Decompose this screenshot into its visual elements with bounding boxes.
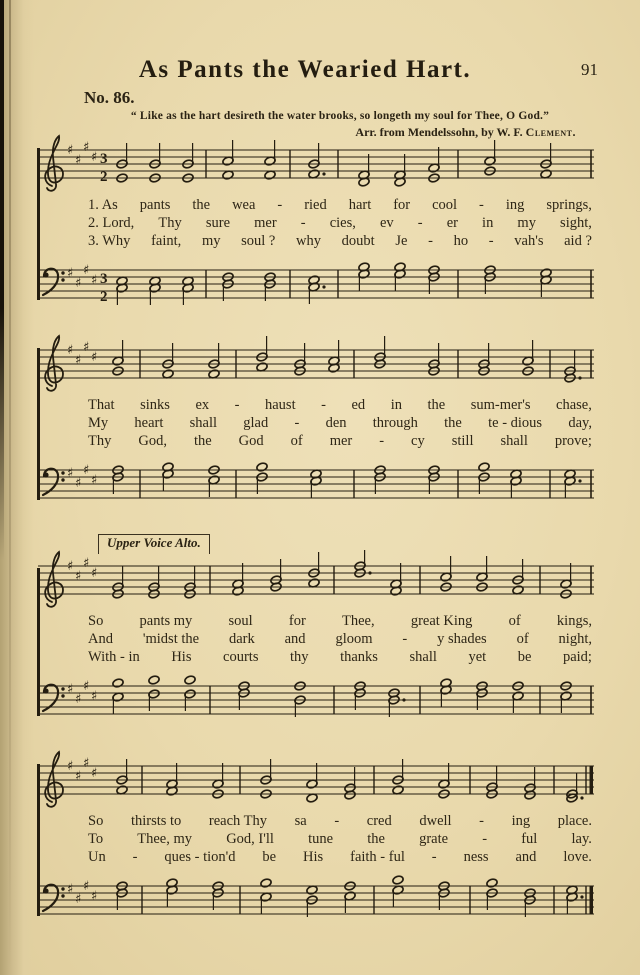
syllable: -	[428, 233, 433, 249]
syllable: soul	[228, 613, 253, 629]
page-title: As Pants the Wearied Hart.	[138, 56, 472, 83]
syllable: ex	[195, 397, 210, 413]
syllable: mer	[329, 433, 353, 449]
svg-text:♯: ♯	[91, 689, 98, 704]
syllable: love.	[563, 849, 592, 865]
syllable: den	[325, 415, 347, 431]
syllable: shall	[189, 415, 218, 431]
syllable: sinks	[140, 397, 170, 413]
system-brace	[37, 764, 40, 916]
syllable: of	[290, 433, 303, 449]
syllable: chase,	[556, 397, 592, 413]
syllable: y shades	[437, 631, 487, 647]
syllable: So	[88, 613, 104, 629]
system-1	[38, 134, 596, 314]
hymn-number: No. 86.	[84, 88, 135, 107]
syllable: ried	[304, 197, 327, 213]
syllable: With - in	[88, 649, 140, 665]
syllable: cool	[432, 197, 458, 213]
syllable: kings,	[556, 613, 592, 629]
syllable: grate	[419, 831, 449, 847]
syllable: Thee, my	[137, 831, 193, 847]
lyric-line	[88, 396, 592, 414]
syllable: yet	[468, 649, 487, 665]
lyric-line	[88, 630, 592, 648]
svg-text:♯: ♯	[75, 569, 82, 584]
page-crease	[9, 0, 11, 975]
treble-staff-2	[38, 334, 596, 394]
syllable: -	[431, 849, 437, 865]
syllable: in	[390, 397, 402, 413]
svg-text:♯: ♯	[75, 353, 82, 368]
syllable: in	[482, 215, 494, 231]
svg-text:♯: ♯	[67, 882, 74, 897]
syllable: His	[171, 649, 192, 665]
svg-text:♯: ♯	[75, 769, 82, 784]
syllable: cred	[366, 813, 392, 829]
syllable: shall	[409, 649, 437, 665]
syllable: ing	[505, 197, 525, 213]
svg-text:♯: ♯	[83, 263, 90, 278]
svg-text:♯: ♯	[67, 759, 74, 774]
syllable: for	[393, 197, 411, 213]
lyric-line	[88, 232, 592, 250]
syllable: prove;	[554, 433, 592, 449]
syllable: -	[321, 397, 326, 413]
svg-text:2: 2	[100, 169, 108, 185]
syllable: dark	[228, 631, 255, 647]
syllable: -	[300, 215, 306, 231]
syllable: courts	[223, 649, 259, 665]
page-header	[0, 0, 640, 139]
syllable: thy	[290, 649, 309, 665]
syllable: 'midst the	[142, 631, 200, 647]
attribution-prefix: Arr. from Mendelssohn, by W. F.	[355, 125, 526, 139]
syllable: cies,	[329, 215, 356, 231]
lyrics-block-2	[38, 394, 596, 454]
syllable: pants my	[139, 613, 193, 629]
syllable: the	[427, 397, 446, 413]
syllable: -	[294, 415, 300, 431]
syllable: shall	[500, 433, 528, 449]
syllable: faint,	[151, 233, 182, 249]
page-number: 91	[581, 60, 598, 79]
syllable: Thy	[88, 433, 112, 449]
syllable: vah's	[514, 233, 544, 249]
syllable: lay.	[571, 831, 592, 847]
syllable: 1. As	[88, 197, 118, 213]
syllable: dwell	[419, 813, 452, 829]
syllable: thirsts to	[130, 813, 182, 829]
svg-text:♯: ♯	[67, 682, 74, 697]
upper-voice-label: Upper Voice Alto.	[98, 534, 210, 554]
syllable: day,	[568, 415, 592, 431]
lyric-line	[88, 414, 592, 432]
syllable: reach Thy	[208, 813, 268, 829]
syllable: hart	[348, 197, 372, 213]
syllable: His	[303, 849, 324, 865]
syllable: glad	[243, 415, 269, 431]
syllable: soul ?	[241, 233, 276, 249]
syllable: My	[88, 415, 109, 431]
treble-staff-4	[38, 750, 596, 810]
svg-text:♯: ♯	[67, 559, 74, 574]
svg-text:♯: ♯	[91, 473, 98, 488]
syllable: the	[193, 433, 212, 449]
syllable: mer	[254, 215, 277, 231]
syllable: -	[379, 433, 385, 449]
svg-text:♯: ♯	[91, 566, 98, 581]
syllable: er	[446, 215, 458, 231]
syllable: place.	[557, 813, 592, 829]
syllable: why	[296, 233, 322, 249]
system-brace	[37, 348, 40, 500]
syllable: Je	[395, 233, 408, 249]
syllable: ques - tion'd	[164, 849, 236, 865]
syllable: my	[201, 233, 221, 249]
syllable: God,	[138, 433, 167, 449]
syllable: Thee,	[342, 613, 375, 629]
syllable: -	[234, 397, 240, 413]
svg-text:3: 3	[100, 151, 108, 167]
syllable: night,	[558, 631, 592, 647]
syllable: So	[88, 813, 104, 829]
syllable: the	[192, 197, 211, 213]
syllable: doubt	[341, 233, 375, 249]
syllable: and	[515, 849, 537, 865]
svg-text:♯: ♯	[75, 276, 82, 291]
syllable: -	[402, 631, 408, 647]
syllable: 2. Lord,	[88, 215, 135, 231]
syllable: wea	[232, 197, 256, 213]
syllable: faith - ful	[350, 849, 405, 865]
syllable: -	[482, 831, 488, 847]
syllable: That	[88, 397, 115, 413]
syllable: my	[517, 215, 536, 231]
syllable: tune	[308, 831, 334, 847]
svg-text:♯: ♯	[83, 140, 90, 155]
syllable: God	[238, 433, 264, 449]
syllable: -	[277, 197, 283, 213]
music-score	[38, 134, 596, 930]
system-4	[38, 750, 596, 930]
syllable: sum-mer's	[470, 397, 531, 413]
system-3	[38, 534, 596, 730]
syllable: sure	[205, 215, 231, 231]
syllable: To	[88, 831, 104, 847]
lyric-line	[88, 830, 592, 848]
syllable: haust	[265, 397, 296, 413]
lyric-line	[88, 214, 592, 232]
syllable: -	[479, 197, 484, 213]
syllable: through	[372, 415, 418, 431]
syllable: ing	[511, 813, 531, 829]
syllable: -	[132, 849, 138, 865]
svg-text:♯: ♯	[83, 340, 90, 355]
lyrics-block-4	[38, 810, 596, 870]
syllable: the	[444, 415, 462, 431]
syllable: paid;	[562, 649, 592, 665]
svg-text:♯: ♯	[83, 879, 90, 894]
syllable: and	[284, 631, 306, 647]
lyric-line	[88, 812, 592, 830]
svg-text:♯: ♯	[75, 892, 82, 907]
syllable: be	[262, 849, 277, 865]
syllable: aid ?	[564, 233, 592, 249]
treble-staff-1	[38, 134, 596, 194]
lyric-line	[88, 432, 592, 450]
syllable: ed	[351, 397, 366, 413]
lyric-line	[88, 848, 592, 866]
lyric-line	[88, 196, 592, 214]
syllable: the	[367, 831, 385, 847]
syllable: -	[334, 813, 340, 829]
system-brace	[37, 568, 40, 716]
syllable: And	[88, 631, 113, 647]
svg-text:2: 2	[100, 289, 108, 305]
scripture-quote: “ Like as the hart desireth the water brooks, so longeth my soul for Thee, O God.”	[130, 110, 550, 122]
svg-text:♯: ♯	[67, 343, 74, 358]
syllable: be	[517, 649, 532, 665]
syllable: 3. Why	[88, 233, 131, 249]
syllable: Thy	[158, 215, 182, 231]
svg-text:♯: ♯	[91, 350, 98, 365]
syllable: cy	[411, 433, 425, 449]
svg-text:3: 3	[100, 271, 108, 287]
syllable: thanks	[340, 649, 378, 665]
syllable: te - dious	[488, 415, 543, 431]
svg-text:♯: ♯	[83, 463, 90, 478]
svg-text:♯: ♯	[67, 466, 74, 481]
syllable: of	[508, 613, 521, 629]
syllable: ful	[521, 831, 538, 847]
lyric-line	[88, 648, 592, 666]
syllable: sa	[294, 813, 307, 829]
syllable: heart	[134, 415, 164, 431]
syllable: pants	[139, 197, 171, 213]
syllable: great King	[410, 613, 473, 629]
lyric-line	[88, 612, 592, 630]
syllable: ness	[463, 849, 489, 865]
svg-text:♯: ♯	[91, 766, 98, 781]
lyrics-block-3	[38, 610, 596, 670]
system-brace	[37, 148, 40, 300]
bass-staff-3	[38, 670, 596, 730]
syllable: -	[417, 215, 423, 231]
syllable: gloom	[335, 631, 373, 647]
syllable: springs,	[546, 197, 592, 213]
syllable: for	[288, 613, 306, 629]
syllable: God, I'll	[226, 831, 274, 847]
svg-text:♯: ♯	[83, 679, 90, 694]
svg-text:♯: ♯	[91, 889, 98, 904]
syllable: still	[451, 433, 474, 449]
bass-staff-1	[38, 254, 596, 314]
bass-staff-4	[38, 870, 596, 930]
syllable: of	[516, 631, 529, 647]
lyrics-block-1	[38, 194, 596, 254]
syllable: -	[479, 813, 485, 829]
svg-text:♯: ♯	[67, 143, 74, 158]
svg-text:♯: ♯	[75, 692, 82, 707]
system-2	[38, 334, 596, 514]
svg-text:♯: ♯	[91, 273, 98, 288]
book-gutter-shadow	[0, 0, 34, 975]
syllable: sight,	[560, 215, 592, 231]
syllable: Un	[88, 849, 106, 865]
bass-staff-2	[38, 454, 596, 514]
syllable: -	[488, 233, 494, 249]
svg-text:♯: ♯	[91, 150, 98, 165]
attribution-name: Clement.	[525, 125, 576, 139]
svg-text:♯: ♯	[83, 756, 90, 771]
syllable: ho	[453, 233, 469, 249]
treble-staff-3	[38, 550, 596, 610]
svg-text:♯: ♯	[75, 476, 82, 491]
svg-text:♯: ♯	[83, 556, 90, 571]
syllable: ev	[379, 215, 394, 231]
svg-text:♯: ♯	[75, 153, 82, 168]
svg-text:♯: ♯	[67, 266, 74, 281]
